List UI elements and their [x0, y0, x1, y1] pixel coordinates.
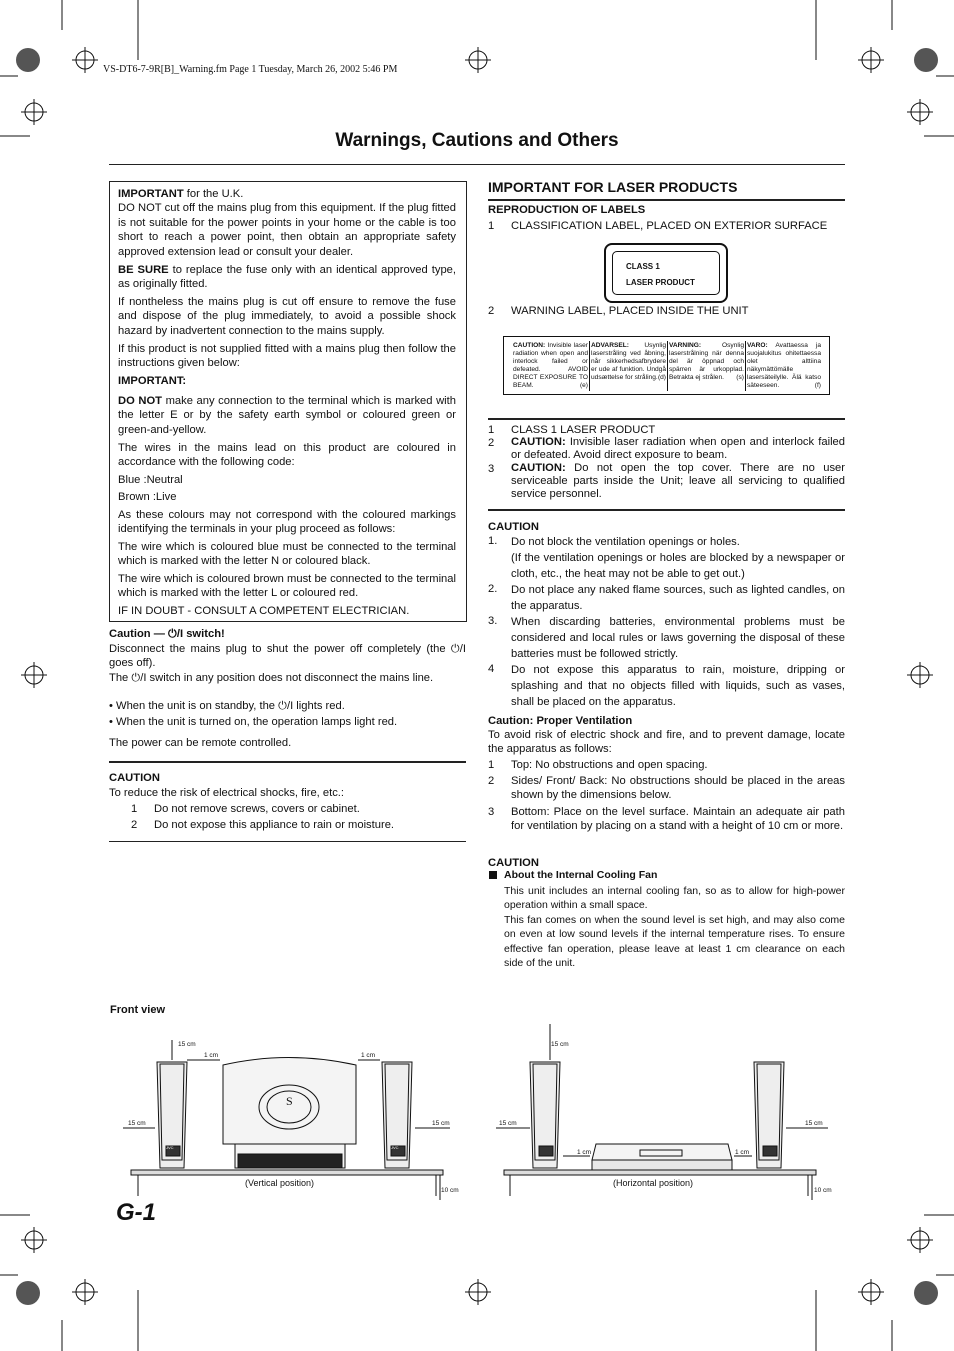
note1-num: 1 — [488, 424, 495, 436]
uk-p4: If this product is not supplied fitted with a mains plug then follow the instructions given below: — [118, 343, 456, 370]
dim-gap-r2: 1 cm — [735, 1149, 750, 1156]
dim-top-r: 15 cm — [551, 1041, 569, 1048]
jvc-logo-l: JVC — [166, 1145, 174, 1150]
rc-item2: Do not place any naked flame sources, such as lighted candles, on the apparatus. — [511, 584, 845, 612]
dim-side-l1: 15 cm — [128, 1120, 146, 1127]
class-label-line2: LASER PRODUCT — [626, 278, 695, 287]
left-caution-heading: CAUTION — [109, 772, 160, 784]
remote-note: The power can be remote controlled. — [109, 737, 292, 749]
laser-heading: IMPORTANT FOR LASER PRODUCTS — [488, 179, 738, 195]
placement-diagrams — [100, 1020, 880, 1210]
uk-p1: IMPORTANT for the U.K. DO NOT cut off the mains plug from this equipment. If the plug fitted is not suitable for the power points in your home or the cable is too short to reach a power point, then obtain an appropriate safety approved extension lead or consult your dealer. — [118, 188, 456, 258]
dim-gap-r1: 1 cm — [577, 1149, 592, 1156]
uk-p9: The wire which is coloured brown must be connected to the terminal which is marked with the letter L or coloured red. — [118, 573, 456, 600]
dim-bottom-l: 10 cm — [441, 1187, 459, 1194]
labels-subheading: REPRODUCTION OF LABELS — [488, 204, 646, 216]
vent-item2: Sides/ Front/ Back: No obstructions should be placed in the areas shown by the dimensions below. — [511, 775, 845, 802]
ventilation-heading: Caution: Proper Ventilation — [488, 715, 633, 727]
label2-text: WARNING LABEL, PLACED INSIDE THE UNIT — [511, 305, 749, 317]
label1-text: CLASSIFICATION LABEL, PLACED ON EXTERIOR SURFACE — [511, 220, 828, 232]
rc-n1: 1. — [488, 535, 498, 547]
ventilation-intro: To avoid risk of electric shock and fire, and to prevent damage, locate the apparatus as follows: — [488, 729, 845, 756]
left-caution-rule — [109, 761, 466, 763]
warn-col-da: ADVARSEL: Usynlig laserstråling ved åbning, når sikkerhedsafbrydere er ude af funktion. Undgå udsættelse for stråling. (d) — [591, 342, 666, 382]
horizontal-caption: (Horizontal position) — [613, 1178, 694, 1188]
fan-caution-heading: CAUTION — [488, 857, 539, 869]
switch-caution-b2: • When the unit is turned on, the operation lamps light red. — [109, 716, 398, 728]
warn-col-fi: VARO: Avattaessa ja suojalukitus ohitettaessa olet alttiina näkymättömälle lasersäteilylle. Älä katso säteeseen. (f) — [747, 342, 821, 390]
warn-col-sv: VARNING: Osynlig laserstrålning när denna del är öppnad och spärren är urkopplad. Betrakta ej strålen. (s) — [669, 342, 744, 382]
uk-important-label: IMPORTANT: — [118, 375, 187, 387]
switch-caution-l1: Disconnect the mains plug to shut the power off completely (the ⏻/I goes off). — [109, 643, 466, 670]
rc-item3: When discarding batteries, environmental problems must be considered and local rules or laws governing the disposal of these batteries must be followed strictly. — [511, 616, 845, 660]
note3-num: 3 — [488, 463, 495, 475]
rc-n3: 3. — [488, 615, 498, 627]
dim-gap-l2: 1 cm — [361, 1052, 376, 1059]
class1-label — [604, 243, 728, 303]
warn-col-en: CAUTION: Invisible laser radiation when open and interlock failed or defeated. AVOID DIRECT EXPOSURE TO BEAM. (e) — [513, 342, 588, 390]
right-caution-rule — [488, 509, 845, 511]
rc-item1: Do not block the ventilation openings or holes. (If the ventilation openings or holes are blocked by a newspaper or cloth, etc., the heat may not be able to get out.) — [511, 536, 845, 580]
warning-label — [503, 336, 830, 395]
uk-p10: IF IN DOUBT - CONSULT A COMPETENT ELECTRICIAN. — [118, 605, 410, 617]
note3-text: CAUTION: Do not open the top cover. There are no user serviceable parts inside the Unit; leave all servicing to qualified service personnel. — [511, 462, 845, 500]
file-header: VS-DT6-7-9R[B]_Warning.fm Page 1 Tuesday, March 26, 2002 5:46 PM — [103, 64, 398, 75]
left-caution-item1: Do not remove screws, covers or cabinet. — [154, 803, 360, 815]
left-caution-n2: 2 — [131, 819, 138, 831]
uk-blue: Blue :Neutral — [118, 474, 183, 486]
vent-item1: Top: No obstructions and open spacing. — [511, 759, 708, 771]
dim-gap-l1: 1 cm — [204, 1052, 219, 1059]
dim-side-r1: 15 cm — [499, 1120, 517, 1127]
left-bottom-rule — [109, 841, 466, 842]
switch-caution-l2: The ⏻/I switch in any position does not disconnect the mains line. — [109, 672, 434, 684]
vent-n1: 1 — [488, 759, 495, 771]
vertical-caption: (Vertical position) — [245, 1178, 315, 1188]
uk-brown: Brown :Live — [118, 491, 177, 503]
rc-item4: Do not expose this apparatus to rain, moisture, dripping or splashing and that no objects filled with liquids, such as vases, shall be placed on the apparatus. — [511, 664, 845, 708]
fan-p2: This fan comes on when the sound level is set high, and may also come on even at low sound levels if the internal temperature rises. To ensure effective fan operation, please leave at least 1 cm clearance on each side of the unit. — [504, 914, 845, 970]
label1-num: 1 — [488, 220, 495, 232]
laser-rule — [488, 199, 845, 201]
uk-p7: As these colours may not correspond with the coloured markings identifying the terminals in your plug proceed as follows: — [118, 509, 456, 536]
square-bullet-icon — [489, 871, 497, 879]
title-rule — [109, 164, 845, 165]
unit-logo: S — [286, 1094, 293, 1108]
left-caution-item2: Do not expose this appliance to rain or moisture. — [154, 819, 395, 831]
vent-item3: Bottom: Place on the level surface. Maintain an adequate air path for ventilation by placing on a stand with a height of 10 cm or more. — [511, 806, 845, 833]
fan-subheading: About the Internal Cooling Fan — [504, 869, 658, 881]
rc-n4: 4 — [488, 663, 495, 675]
front-view-label: Front view — [110, 1004, 166, 1016]
switch-caution-heading: Caution — ⏻/I switch! — [109, 628, 225, 640]
note2-text: CAUTION: Invisible laser radiation when open and interlock failed or defeated. Avoid direct exposure to beam. — [511, 436, 845, 461]
vent-n3: 3 — [488, 806, 495, 818]
note1-text: CLASS 1 LASER PRODUCT — [511, 424, 656, 436]
dim-side-r2: 15 cm — [805, 1120, 823, 1127]
uk-p3: If nontheless the mains plug is cut off ensure to remove the fuse and dispose of the plug immediately, to avoid a possible shock hazard by inadvertent connection to the mains supply. — [118, 296, 456, 337]
class-label-line1: CLASS 1 — [626, 262, 660, 271]
fan-p1: This unit includes an internal cooling fan, so as to allow for high-power operation within a small space. — [504, 885, 845, 912]
label2-num: 2 — [488, 305, 495, 317]
notes-rule — [488, 418, 845, 420]
left-caution-intro: To reduce the risk of electrical shocks, fire, etc.: — [109, 787, 345, 799]
switch-caution-b1: • When the unit is on standby, the ⏻/I lights red. — [109, 700, 345, 712]
uk-p5: DO NOT make any connection to the terminal which is marked with the letter E or by the safety earth symbol or coloured green or green-and-yellow. — [118, 395, 456, 436]
dim-bottom-r: 10 cm — [814, 1187, 832, 1194]
rc-n2: 2. — [488, 583, 498, 595]
vent-n2: 2 — [488, 775, 495, 787]
dim-side-l2: 15 cm — [432, 1120, 450, 1127]
left-caution-n1: 1 — [131, 803, 138, 815]
jvc-logo-r: JVC — [391, 1145, 399, 1150]
right-caution-heading: CAUTION — [488, 521, 539, 533]
uk-p8: The wire which is coloured blue must be connected to the terminal which is marked with the letter N or coloured black. — [118, 541, 456, 568]
uk-p6: The wires in the mains lead on this product are coloured in accordance with the following code: — [118, 442, 456, 469]
uk-p2: BE SURE to replace the fuse only with an identical approved type, as originally fitted. — [118, 264, 456, 291]
note2-num: 2 — [488, 437, 495, 449]
dim-top-l: 15 cm — [178, 1041, 196, 1048]
page-number: G-1 — [116, 1199, 157, 1226]
page-title: Warnings, Cautions and Others — [335, 130, 619, 151]
